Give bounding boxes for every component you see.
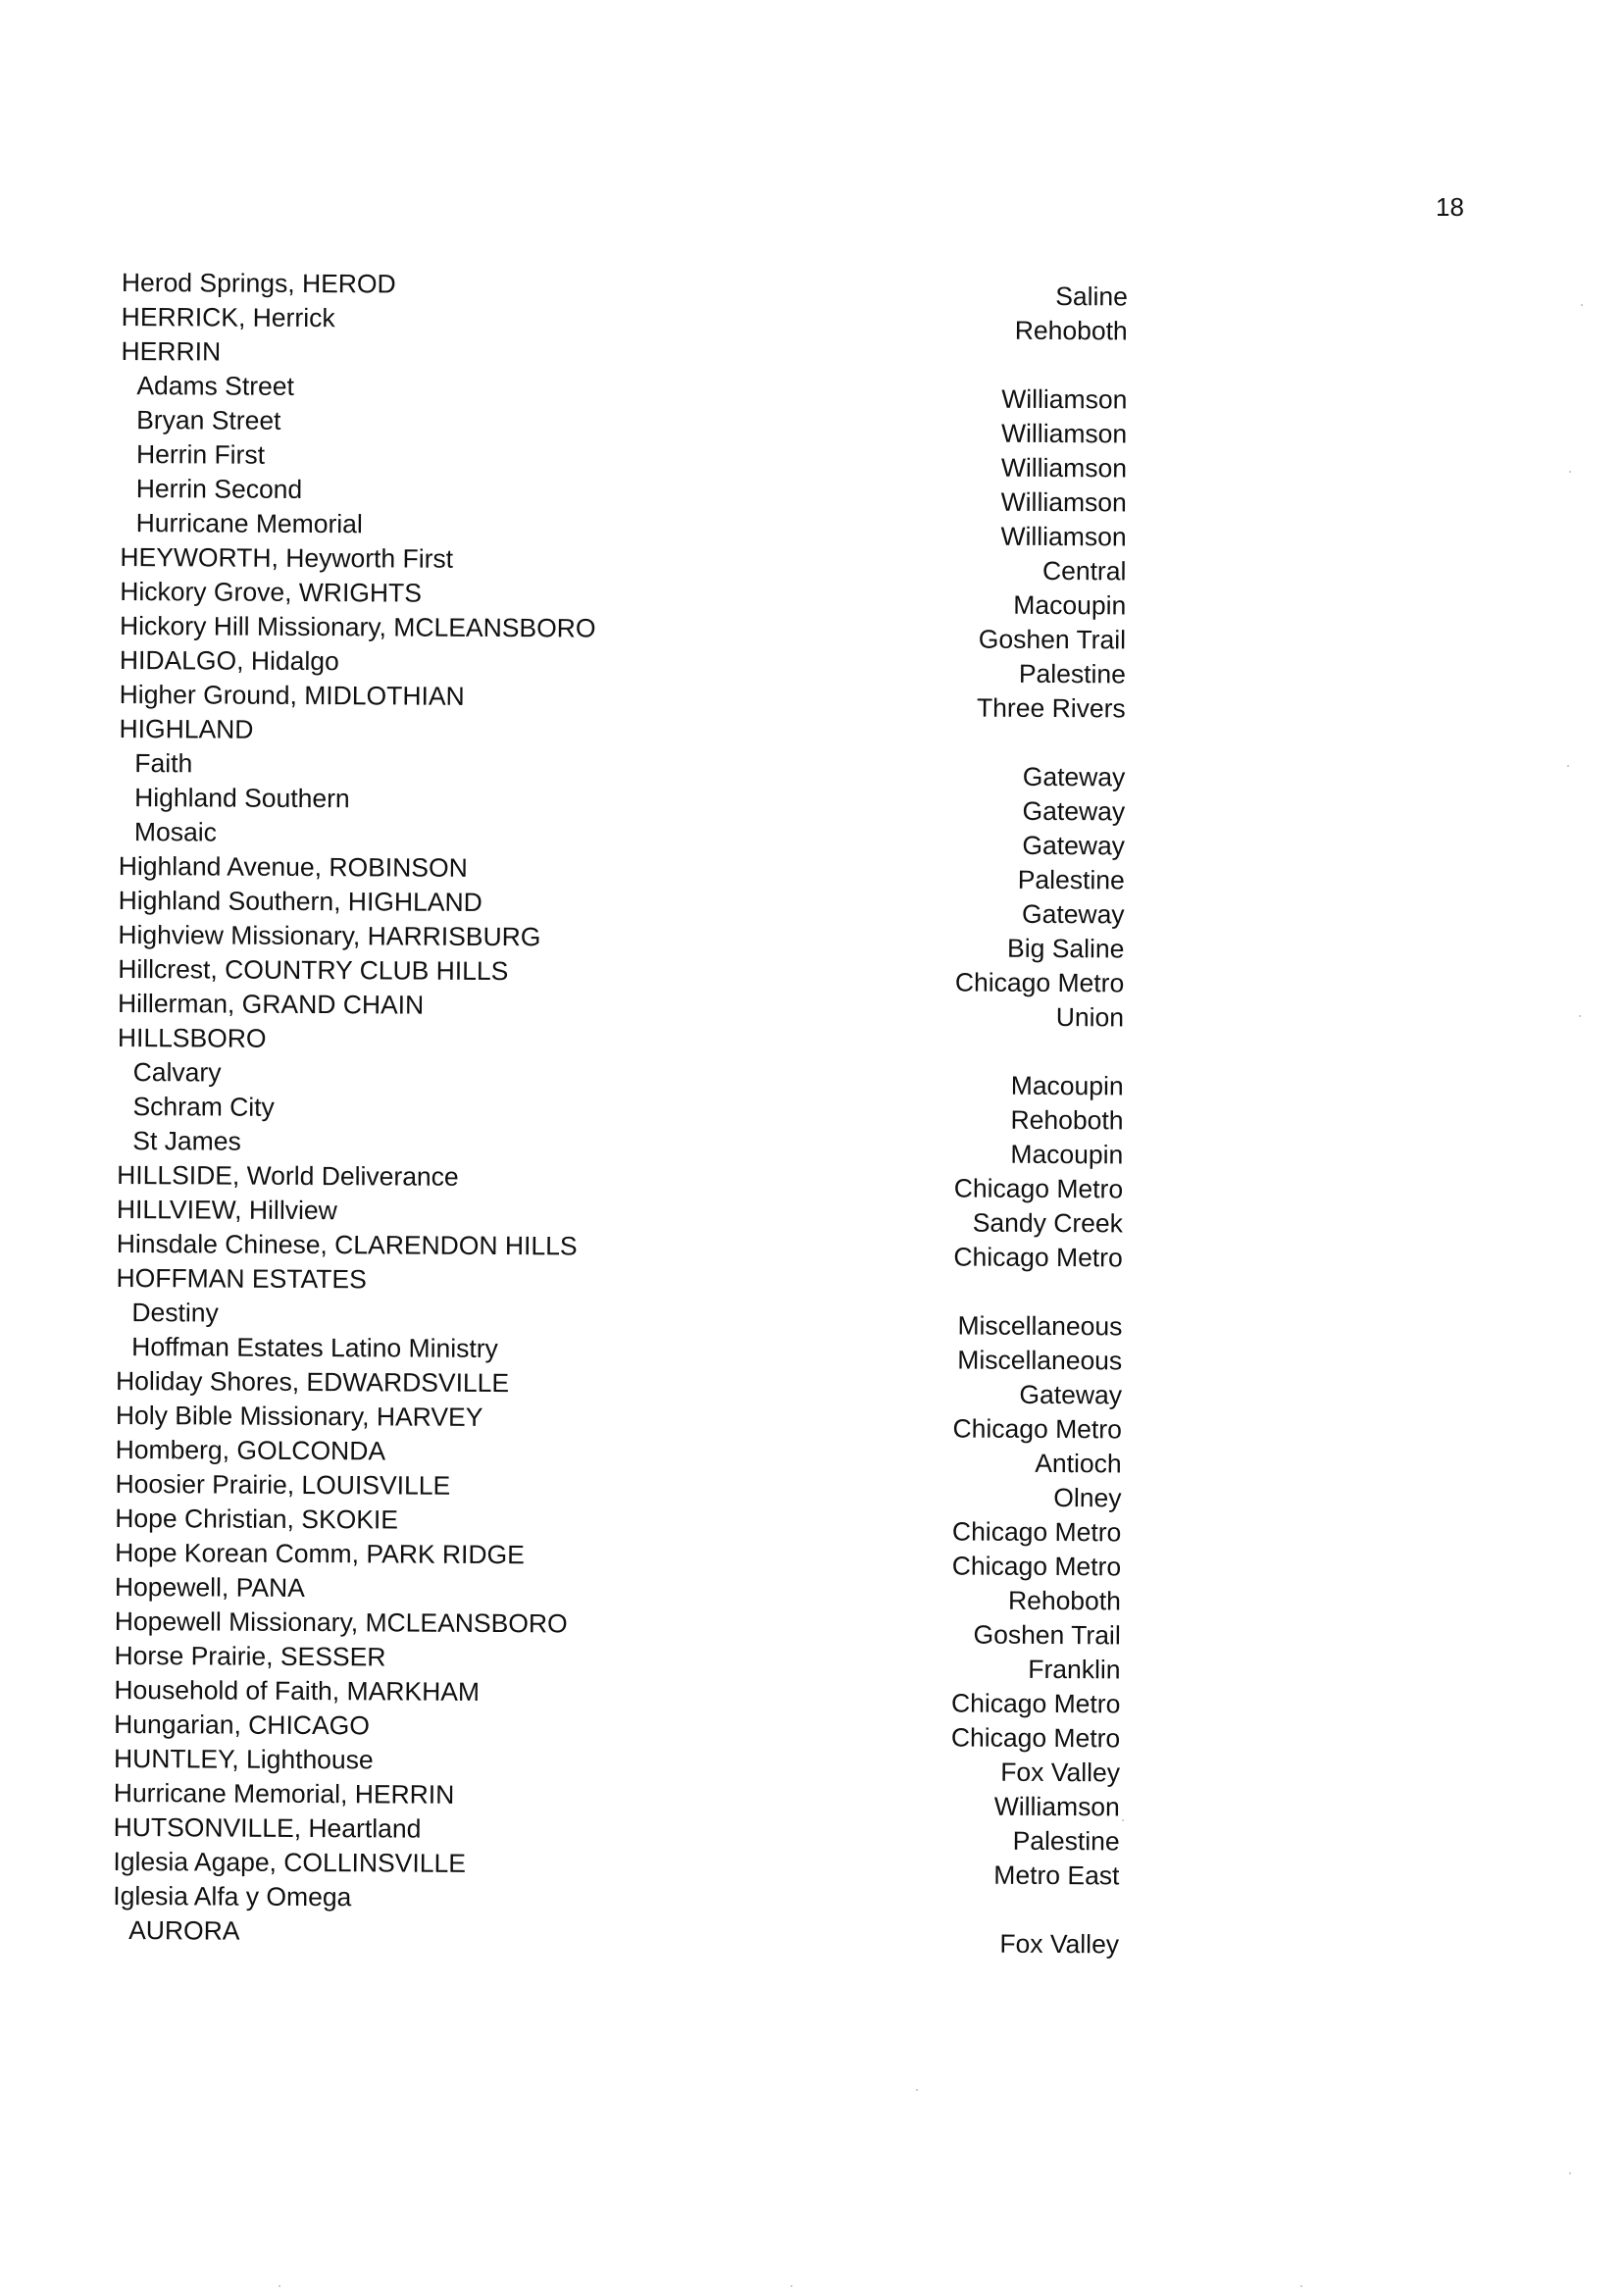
association-name: Gateway	[1022, 761, 1126, 792]
association-name: Gateway	[1021, 898, 1125, 930]
church-name: AURORA	[128, 1915, 240, 1946]
association-name: Chicago Metro	[951, 1551, 1122, 1582]
church-name: HIGHLAND	[119, 713, 254, 744]
church-name: Hickory Hill Missionary, MCLEANSBORO	[119, 610, 596, 643]
church-name: Highview Missionary, HARRISBURG	[118, 919, 541, 952]
association-name: Sandy Creek	[972, 1207, 1124, 1239]
church-name: Bryan Street	[136, 405, 281, 435]
church-name: Homberg, GOLCONDA	[115, 1434, 386, 1466]
church-name: Hillcrest, COUNTRY CLUB HILLS	[118, 953, 509, 987]
church-name: Hinsdale Chinese, CLARENDON HILLS	[116, 1228, 578, 1261]
church-name: Hickory Grove, WRIGHTS	[120, 576, 423, 608]
association-name: Palestine	[1012, 1825, 1120, 1857]
association-name: Williamson	[993, 1791, 1120, 1822]
association-name: Gateway	[1022, 795, 1126, 827]
association-name: Williamson	[1001, 383, 1128, 415]
association-name: Williamson	[1000, 521, 1127, 552]
church-name: Calvary	[132, 1057, 222, 1088]
church-name: Destiny	[131, 1298, 219, 1328]
association-name: Franklin	[1028, 1654, 1121, 1685]
association-name: Chicago Metro	[953, 1242, 1123, 1273]
association-name: Palestine	[1017, 864, 1125, 895]
church-name: Adams Street	[136, 371, 294, 401]
church-name: HUNTLEY, Lighthouse	[113, 1743, 374, 1775]
association-name: Chicago Metro	[954, 967, 1125, 998]
association-name: Central	[1041, 555, 1127, 586]
association-name: Fox Valley	[1000, 1757, 1121, 1788]
church-name: Highland Southern, HIGHLAND	[118, 885, 482, 917]
association-name: Saline	[1055, 281, 1128, 312]
association-name: Chicago Metro	[953, 1173, 1124, 1204]
church-name: HUTSONVILLE, Heartland	[113, 1811, 422, 1844]
association-name: Rehoboth	[1014, 315, 1128, 346]
church-name-column	[113, 266, 828, 1952]
church-name: Highland Southern	[134, 783, 350, 814]
association-name: Antioch	[1035, 1448, 1122, 1479]
association-name: Gateway	[1022, 830, 1126, 861]
association-name: Three Rivers	[976, 692, 1126, 724]
association-name: Olney	[1053, 1483, 1122, 1513]
association-name	[854, 1892, 1119, 1927]
association-name: Williamson	[1000, 418, 1128, 449]
church-name: HERRIN	[121, 335, 222, 367]
church-name: Hungarian, CHICAGO	[114, 1708, 370, 1741]
association-name: Palestine	[1018, 658, 1126, 689]
association-name: Chicago Metro	[952, 1413, 1122, 1445]
association-name: Macoupin	[1010, 1070, 1124, 1101]
association-name: Williamson	[1000, 452, 1128, 484]
association-name: Metro East	[993, 1860, 1120, 1891]
association-name: Macoupin	[1010, 1139, 1124, 1170]
church-name: Mosaic	[133, 817, 218, 847]
association-name: Chicago Metro	[950, 1722, 1121, 1754]
church-name: Hoosier Prairie, LOUISVILLE	[115, 1468, 451, 1501]
church-name: Hopewell Missionary, MCLEANSBORO	[114, 1606, 568, 1639]
church-name: Hope Korean Comm, PARK RIDGE	[115, 1537, 525, 1570]
association-name	[858, 1274, 1123, 1309]
church-name: Hoffman Estates Latino Ministry	[131, 1332, 498, 1364]
church-name: Herrin First	[135, 439, 266, 470]
page-number: 18	[1436, 192, 1464, 222]
association-name: Goshen Trail	[978, 624, 1127, 655]
association-name: Williamson	[1000, 486, 1127, 518]
church-name: HIDALGO, Hidalgo	[119, 644, 339, 677]
association-name: Rehoboth	[1010, 1104, 1124, 1136]
church-name: Hope Christian, SKOKIE	[115, 1503, 399, 1535]
church-name: Hurricane Memorial	[135, 508, 363, 539]
church-name: Hopewell, PANA	[114, 1571, 305, 1603]
church-name: Iglesia Alfa y Omega	[113, 1880, 352, 1912]
church-name: Holy Bible Missionary, HARVEY	[115, 1400, 483, 1432]
association-name	[859, 1034, 1124, 1069]
association-name: Miscellaneous	[957, 1345, 1123, 1376]
church-name: HILLVIEW, Hillview	[116, 1194, 337, 1226]
church-name: Hurricane Memorial, HERRIN	[113, 1777, 455, 1810]
association-name	[862, 347, 1127, 382]
church-name: Horse Prairie, SESSER	[114, 1640, 386, 1672]
church-name: Faith	[134, 748, 193, 779]
church-name: Highland Avenue, ROBINSON	[118, 850, 468, 883]
church-name: Herrin Second	[135, 474, 303, 504]
association-name: Chicago Metro	[950, 1688, 1121, 1719]
church-name: Herod Springs, HEROD	[121, 267, 396, 299]
association-name: Chicago Metro	[951, 1516, 1122, 1548]
association-name: Gateway	[1019, 1379, 1123, 1410]
association-name: Macoupin	[1013, 589, 1127, 621]
church-name: Iglesia Agape, COLLINSVILLE	[113, 1846, 467, 1878]
association-name: Miscellaneous	[957, 1310, 1123, 1342]
church-name: HILLSBORO	[117, 1022, 267, 1053]
church-name: Household of Faith, MARKHAM	[114, 1674, 481, 1707]
church-name: Hillerman, GRAND CHAIN	[117, 988, 425, 1020]
church-name: St James	[132, 1126, 241, 1156]
church-name: Schram City	[132, 1092, 275, 1122]
association-column	[854, 279, 1128, 1962]
church-name: HILLSIDE, World Deliverance	[117, 1159, 459, 1192]
church-name: HOFFMAN ESTATES	[116, 1262, 367, 1295]
association-name: Rehoboth	[1007, 1585, 1122, 1616]
church-name: HERRICK, Herrick	[121, 301, 335, 333]
church-name: Holiday Shores, EDWARDSVILLE	[115, 1365, 510, 1399]
association-name: Union	[1055, 1002, 1125, 1033]
association-name: Fox Valley	[999, 1928, 1120, 1960]
association-name: Big Saline	[1007, 933, 1125, 964]
church-name: HEYWORTH, Heyworth First	[120, 541, 454, 574]
church-name: Higher Ground, MIDLOTHIAN	[119, 679, 465, 711]
association-name	[860, 725, 1125, 760]
association-name: Goshen Trail	[973, 1619, 1121, 1651]
